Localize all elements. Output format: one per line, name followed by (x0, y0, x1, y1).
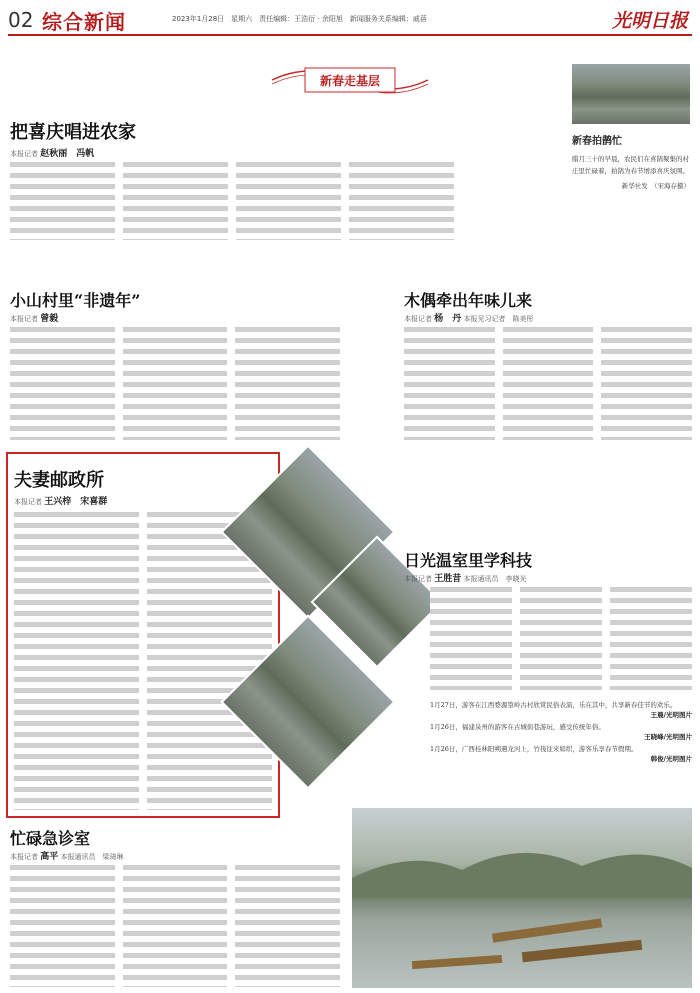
caption-text: 1月27日，游客在江西婺源篁岭古村欣赏民俗表演，乐在其中，共享新春佳节的欢乐。 (430, 701, 677, 709)
byline-reporters: 王兴梓 宋喜群 (44, 497, 108, 507)
byline-a5 (404, 311, 533, 324)
byline-reporters: 曾毅 (40, 314, 59, 324)
caption-credit: 王晨/光明图片 (650, 711, 692, 719)
caption-text: 1月26日，广西桂林阳朔遇龙河上，竹筏往来如织，游客乐享春节假期。 (430, 745, 638, 753)
body-a5 (404, 325, 692, 440)
text-column (404, 325, 495, 440)
byline-a6 (404, 571, 526, 584)
headline-a4: 忙碌急诊室 (10, 829, 91, 848)
article-box-a3 (6, 452, 280, 818)
body-a1 (10, 160, 454, 240)
headline-a2: 小山村里“非遗年” (10, 291, 141, 310)
byline-reporters: 高平 (40, 852, 59, 862)
caption-credit: 王晓峰/光明图片 (644, 733, 692, 741)
text-column (430, 585, 512, 690)
text-column (235, 325, 340, 440)
page-number: 02 (8, 8, 34, 32)
text-column (123, 160, 228, 240)
text-column (520, 585, 602, 690)
headline-a6: 日光温室里学科技 (404, 551, 533, 570)
text-column (14, 510, 139, 810)
byline-a2 (10, 311, 58, 324)
sidebar-feature (572, 64, 690, 269)
byline-reporters: 王胜昔 (434, 574, 462, 584)
issue-info: 2023年1月28日 星期六 责任编辑：王浩衍 · 余阳旭 新闻服务关系编辑：戚蓓 (172, 15, 427, 23)
text-column (236, 160, 341, 240)
text-column (123, 325, 228, 440)
byline-prefix: 本报记者 (10, 150, 38, 158)
byline-reporters: 赵秋丽 冯帆 (40, 149, 95, 159)
body-a2 (10, 325, 340, 440)
text-column (10, 325, 115, 440)
section-banner (270, 60, 430, 100)
text-column (349, 160, 454, 240)
caption-text: 1月26日，福建泉州的游客在古城街巷游玩，感受传统年俗。 (430, 723, 605, 731)
body-a6 (430, 585, 692, 690)
text-column (601, 325, 692, 440)
river-rafts-photo (352, 808, 692, 988)
headline-a1: 把喜庆唱进农家 (10, 122, 136, 143)
newspaper-logo: 光明日报 (612, 10, 689, 32)
photo-captions (430, 700, 692, 764)
text-column (123, 863, 228, 987)
byline-a1 (10, 146, 94, 159)
sidebar-credit: 新华社发 （宋海存摄） (621, 182, 690, 190)
text-column (610, 585, 692, 690)
sidebar-title: 新春拍鹊忙 (572, 136, 622, 147)
caption-2 (430, 722, 692, 742)
text-column (503, 325, 594, 440)
masthead-rule (8, 34, 692, 36)
text-column (235, 863, 340, 987)
headline-a5: 木偶牵出年味儿来 (404, 291, 533, 310)
text-column (10, 863, 115, 987)
byline-prefix: 本报记者 (14, 498, 42, 506)
byline-extra: 本报见习记者 陈美彤 (463, 315, 534, 323)
byline-prefix: 本报记者 (10, 315, 38, 323)
byline-extra: 本报通讯员 梁琦琳 (60, 853, 124, 861)
byline-extra: 本报通讯员 李晓光 (463, 575, 527, 583)
caption-credit: 韩俊/光明图片 (650, 755, 692, 763)
body-a4 (10, 863, 340, 987)
byline-prefix: 本报记者 (404, 575, 432, 583)
byline-a4 (10, 849, 123, 862)
rafts-illustration (352, 808, 692, 988)
text-column (10, 160, 115, 240)
masthead (0, 0, 700, 40)
magpie-photo (572, 64, 690, 124)
byline-prefix: 本报记者 (404, 315, 432, 323)
byline-a3 (14, 494, 107, 507)
section-title: 综合新闻 (42, 10, 126, 34)
byline-reporters: 杨 丹 (434, 314, 462, 324)
caption-1 (430, 700, 692, 720)
banner-label: 新春走基层 (319, 74, 380, 88)
caption-3 (430, 744, 692, 764)
body-a3 (14, 510, 272, 810)
byline-prefix: 本报记者 (10, 853, 38, 861)
headline-a3: 夫妻邮政所 (14, 470, 104, 491)
sidebar-caption: 腊月三十的早晨，农民们在喜鹊聚集的村庄里忙碌着，拍鹊为春节增添喜庆氛围。 (572, 155, 689, 175)
